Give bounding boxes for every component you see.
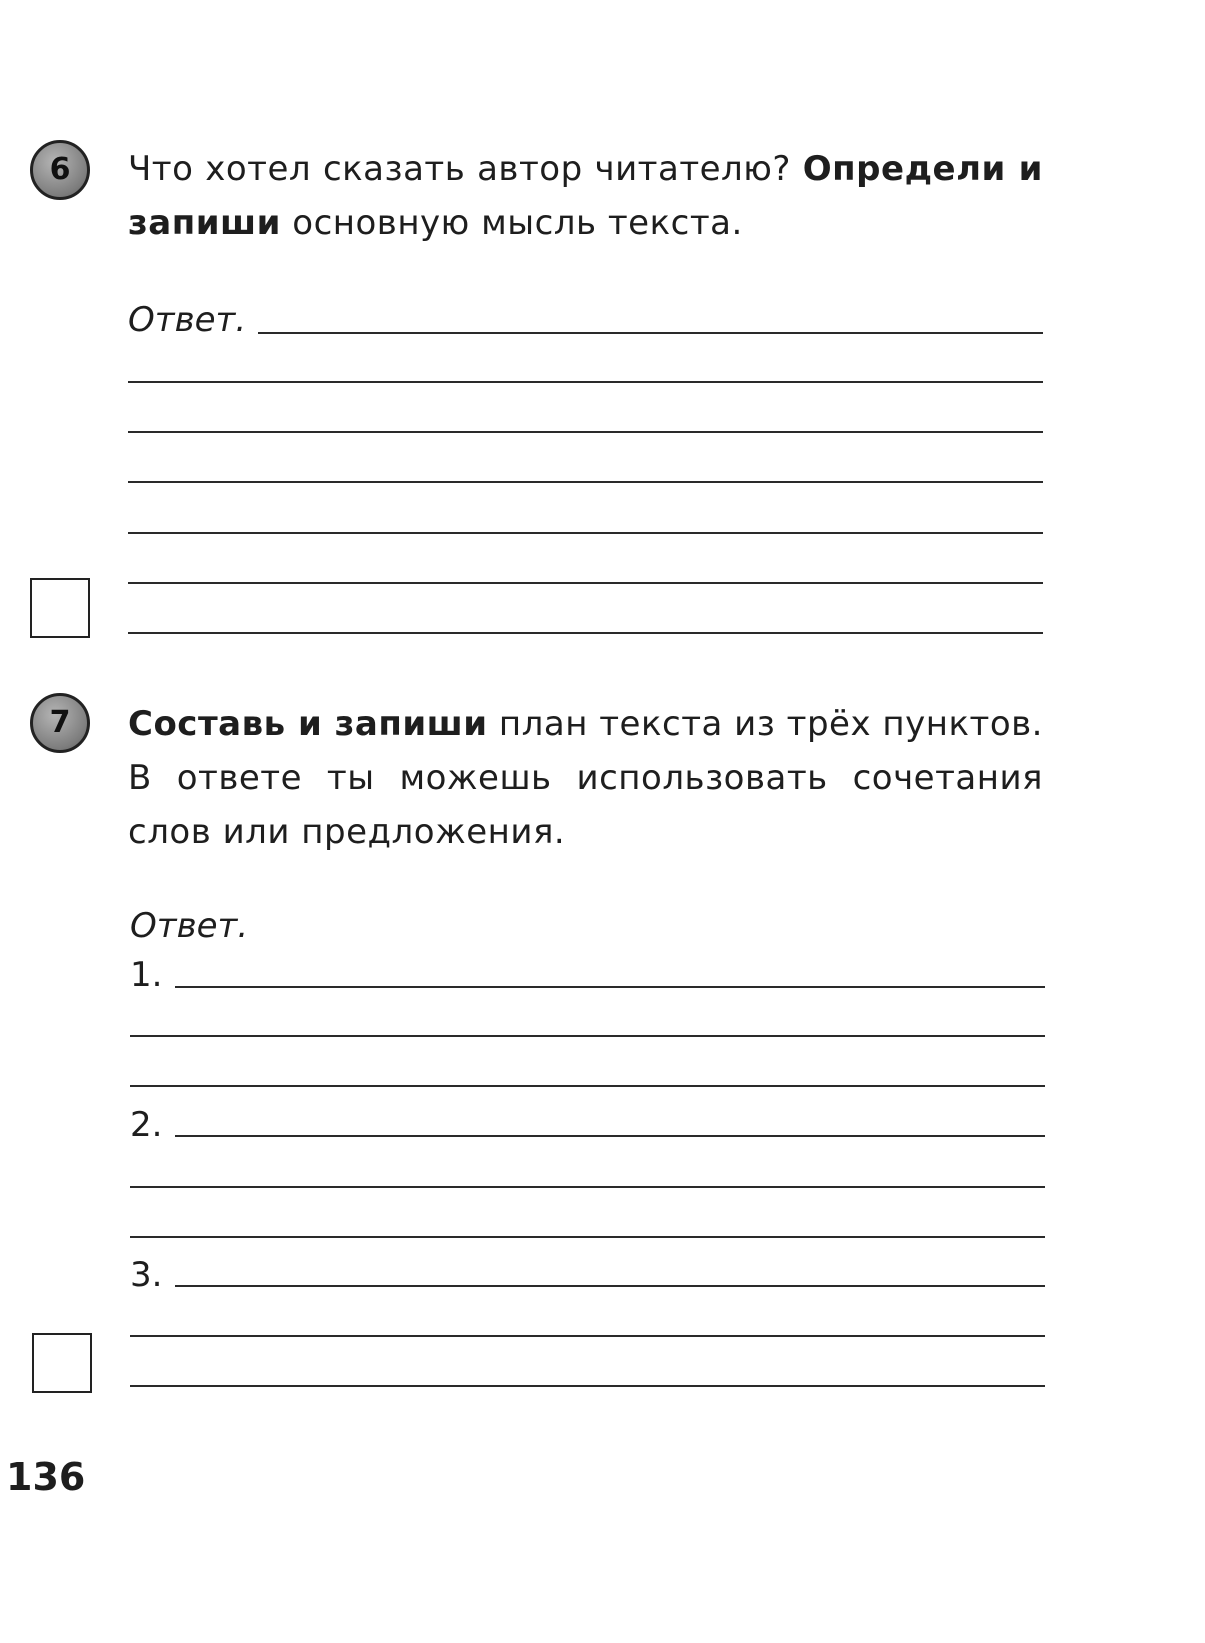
task-7-answer-line[interactable] xyxy=(130,1085,1045,1087)
task-6-number-badge: 6 xyxy=(30,140,90,200)
task-6-score-box[interactable] xyxy=(30,578,90,638)
task-7-answer-line[interactable] xyxy=(130,1035,1045,1037)
task-7-item-1-label: 1. xyxy=(130,955,163,995)
task-6-answer-line[interactable] xyxy=(128,532,1043,534)
task-7-number-badge: 7 xyxy=(30,693,90,753)
page-number: 136 xyxy=(6,1455,86,1499)
task-7-text xyxy=(128,697,1043,859)
task-7-answer-line[interactable] xyxy=(175,1285,1045,1287)
task-7-answer-line[interactable] xyxy=(130,1236,1045,1238)
task-7-answer-line[interactable] xyxy=(175,986,1045,988)
task-6-text-part-1: Что хотел сказать автор читателю? xyxy=(128,149,803,189)
task-7-answer-line[interactable] xyxy=(130,1335,1045,1337)
task-7-answer-line[interactable] xyxy=(130,1385,1045,1387)
task-6-text-part-2: основную мысль текста. xyxy=(280,203,743,243)
task-7-item-2-label: 2. xyxy=(130,1105,163,1145)
task-6-text-bold: Определи и запиши xyxy=(128,149,1043,243)
task-7-answer-line[interactable] xyxy=(175,1135,1045,1137)
task-7-text-part-1: план текста из трёх пунктов. В ответе ты можешь использовать сочетания слов или предложения. xyxy=(128,704,1043,852)
task-7-score-box[interactable] xyxy=(32,1333,92,1393)
task-6-answer-label: Ответ. xyxy=(128,300,247,340)
task-6-answer-line[interactable] xyxy=(128,381,1043,383)
task-6-answer-line[interactable] xyxy=(128,431,1043,433)
task-6-answer-line[interactable] xyxy=(258,332,1043,334)
task-6-text xyxy=(128,142,1043,250)
task-7-text-bold: Составь и запиши xyxy=(128,704,488,744)
task-6-answer-line[interactable] xyxy=(128,481,1043,483)
task-7-item-3-label: 3. xyxy=(130,1255,163,1295)
task-6-answer-line[interactable] xyxy=(128,632,1043,634)
task-7-answer-line[interactable] xyxy=(130,1186,1045,1188)
task-6-answer-line[interactable] xyxy=(128,582,1043,584)
task-7-answer-label: Ответ. xyxy=(130,906,249,946)
